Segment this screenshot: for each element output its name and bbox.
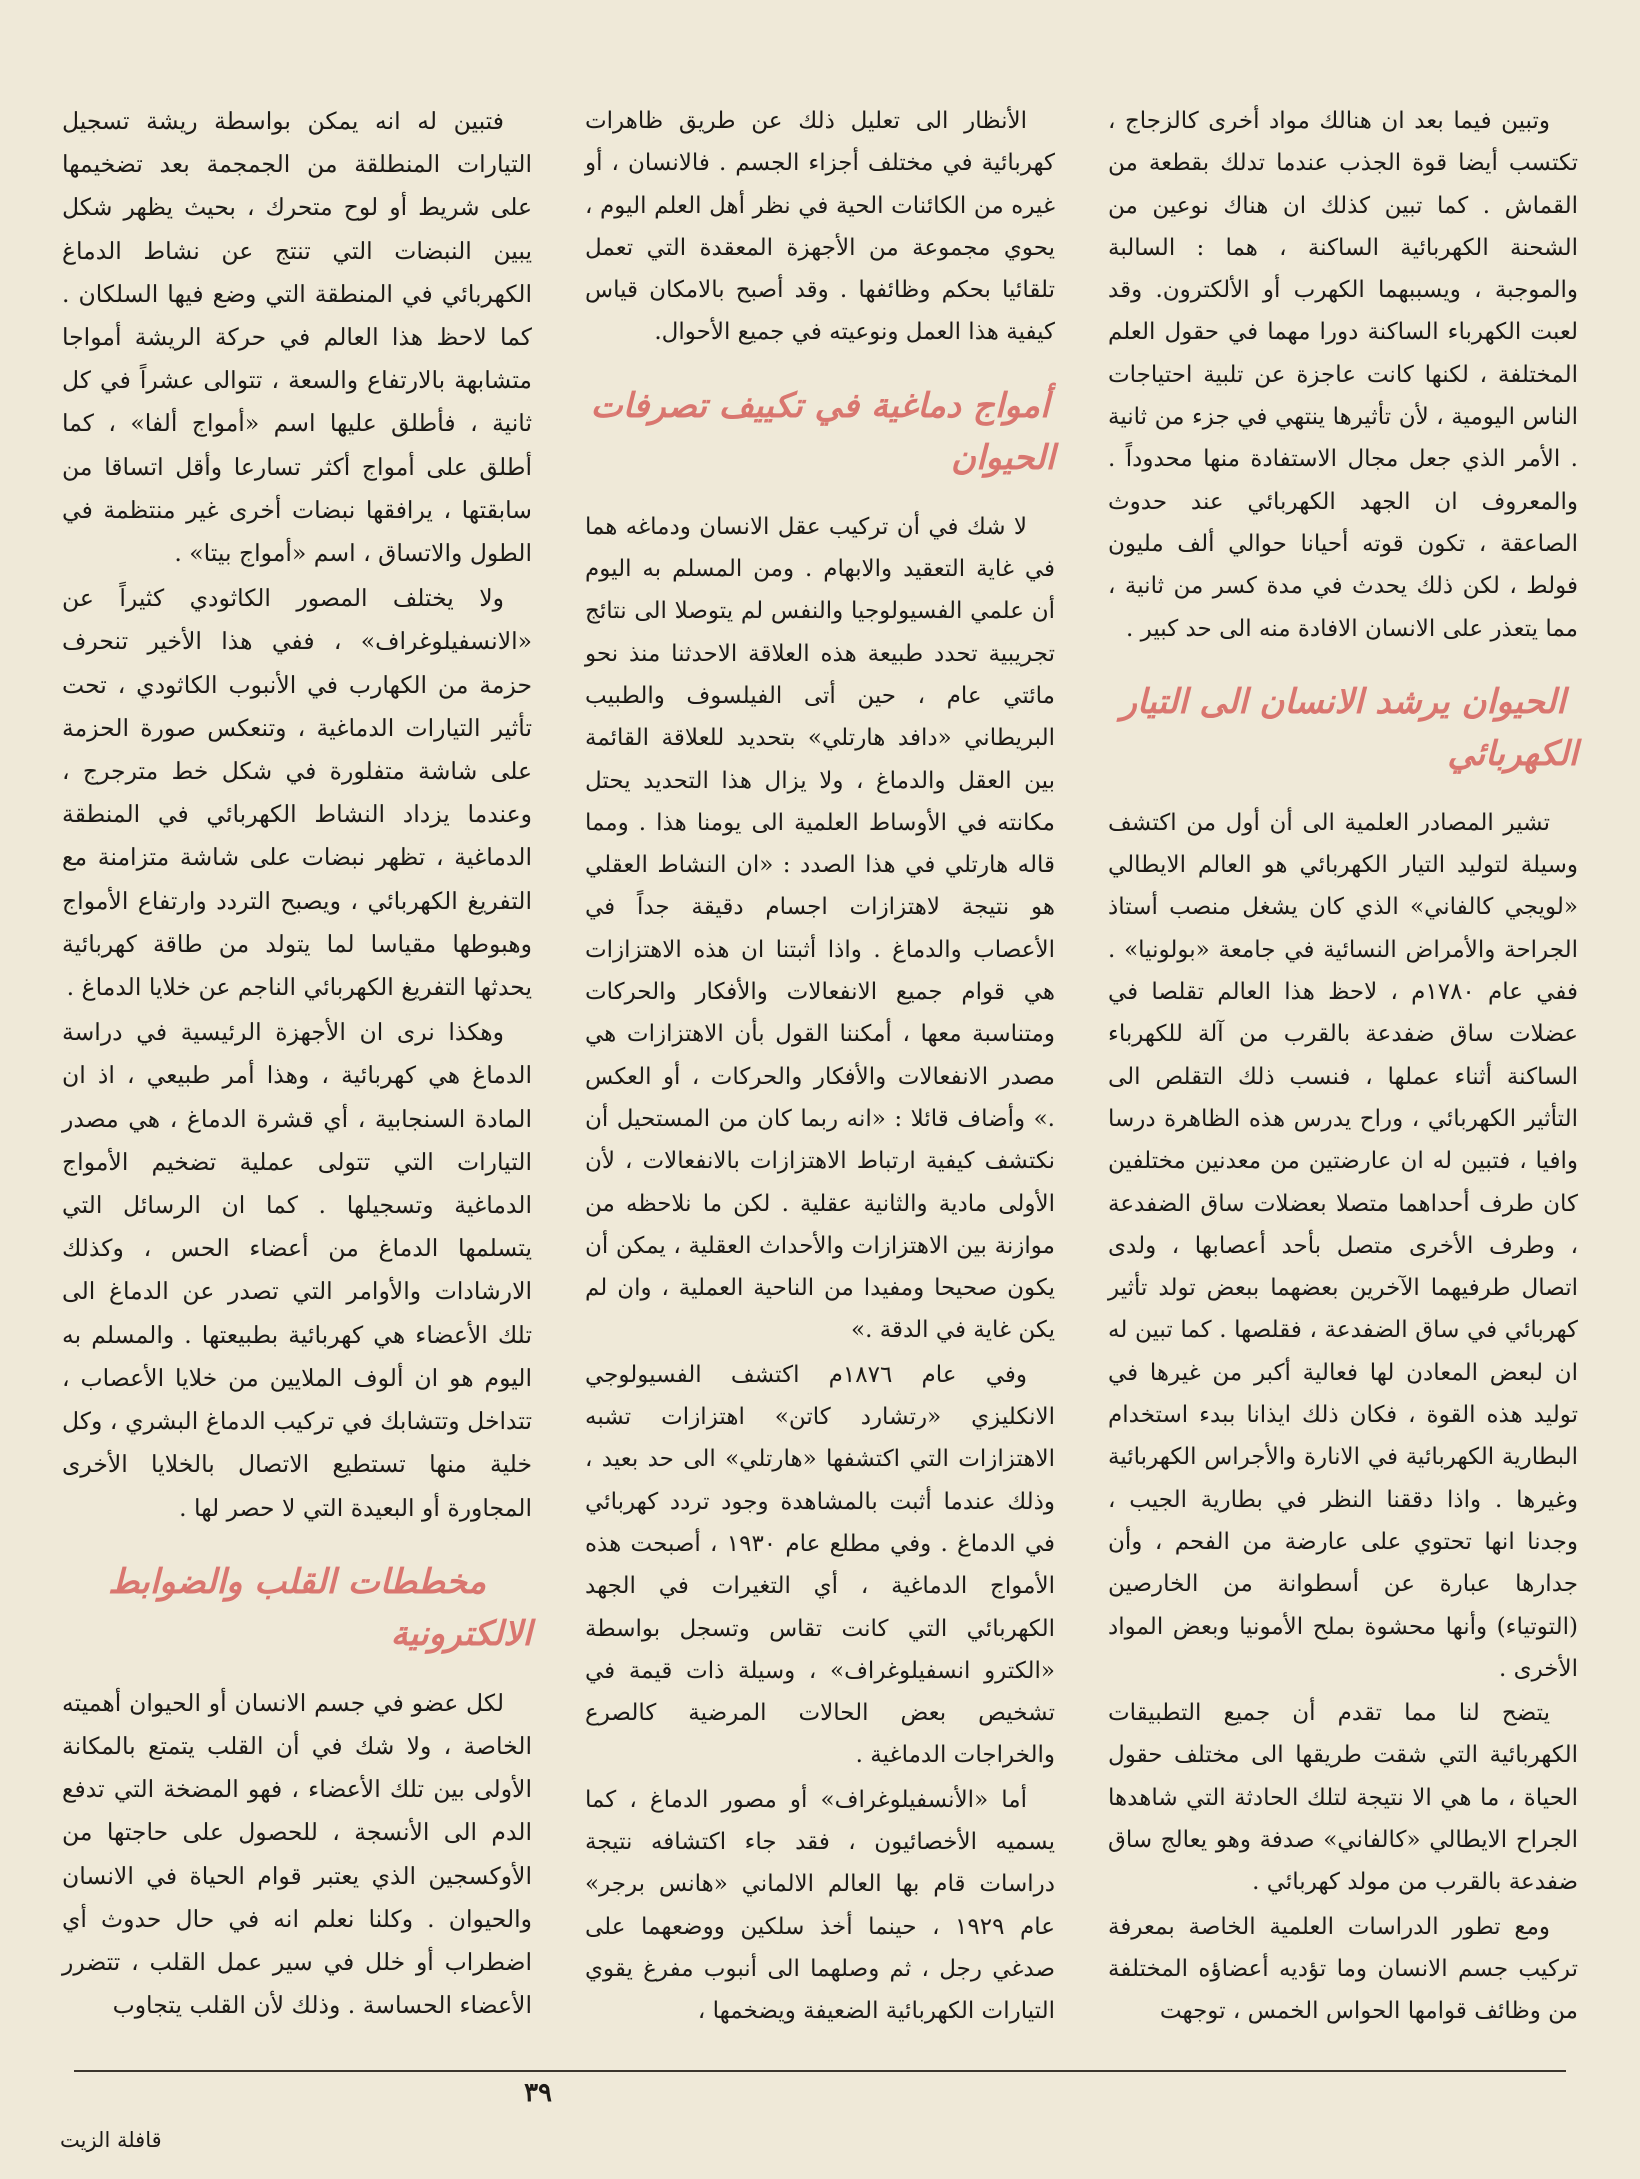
magazine-name: قافلة الزيت [60,2128,162,2152]
paragraph: أما «الأنسفيلوغراف» أو مصور الدماغ ، كما يسميه الأخصائيون ، فقد جاء اكتشافه نتيجة دراسات قام بها العالم الالماني «هانس برجر» عام ١٩٢٩ ، حينما أخذ سلكين ووضعهما على صدغي رجل ، ثم وصلهما الى أنبوب مفرغ يقوي التيارات الكهربائية الضعيفة ويضخمها ، [585,1786,1055,2025]
column-right [1108,100,1578,2032]
section-heading: أمواج دماغية في تكييف تصرفات الحيوان [590,385,1055,478]
section-heading: مخططات القلب والضوابط الالكترونية [107,1561,532,1654]
paragraph: لا شك في أن تركيب عقل الانسان ودماغه هما في غاية التعقيد والابهام . ومن المسلم به اليوم أن علمي الفسيولوجيا والنفس لم يتوصلا الى نتائج تجريبية تحدد طبيعة هذه العلاقة الاحدثنا منذ نحو مائتي عام ، حين أتى الفيلسوف والطبيب البريطاني «دافد هارتلي» بتحديد للعلاقة القائمة بين العقل والدماغ ، ولا يزال هذا التحديد يحتل مكانته في الأوساط العلمية الى يومنا هذا . ومما قاله هارتلي في هذا الصدد : «ان النشاط العقلي هو نتيجة لاهتزازات اجسام دقيقة جداً في الأعصاب والدماغ . واذا أثبتنا ان هذه الاهتزازات هي قوام جميع الانفعالات والأفكار والحركات ومتناسبة معها ، أمكننا القول بأن الاهتزازات هي مصدر الانفعالات والأفكار والحركات ، أو العكس .» وأضاف قائلا : «انه ربما كان من المستحيل أن نكتشف كيفية ارتباط الاهتزازات بالانفعالات ، لأن الأولى مادية والثانية عقلية . لكن ما نلاحظه من موازنة بين الاهتزازات والأحداث العقلية ، يمكن أن يكون صحيحا ومفيدا من الناحية العملية ، وان لم يكن غاية في الدقة .» [585,513,1055,1344]
section-heading: الحيوان يرشد الانسان الى التيار الكهربائي [1120,681,1578,774]
paragraph: الأنظار الى تعليل ذلك عن طريق ظاهرات كهربائية في مختلف أجزاء الجسم . فالانسان ، أو غيره من الكائنات الحية في نظر أهل العلم اليوم ، يحوي مجموعة من الأجهزة المعقدة التي تعمل تلقائيا بحكم وظائفها . وقد أصبح بالامكان قياس كيفية هذا العمل ونوعيته في جميع الأحوال. [585,108,1055,346]
paragraph: ولا يختلف المصور الكاثودي كثيراً عن «الانسفيلوغراف» ، ففي هذا الأخير تنحرف حزمة من الكهارب في الأنبوب الكاثودي ، تحت تأثير التيارات الدماغية ، وتنعكس صورة الحزمة على شاشة متفلورة في شكل خط مترجرج ، وعندما يزداد النشاط الكهربائي في المنطقة الدماغية ، تظهر نبضات على شاشة متزامنة مع التفريغ الكهربائي ، ويصبح التردد وارتفاع الأمواج وهبوطها مقياسا لما يتولد من طاقة كهربائية يحدثها التفريغ الكهربائي الناجم عن خلايا الدماغ . [62,584,532,1002]
paragraph: وفي عام ١٨٧٦م اكتشف الفسيولوجي الانكليزي «رتشارد كاتن» اهتزازات تشبه الاهتزازات التي اكتشفها «هارتلي» الى حد بعيد ، وذلك عندما أثبت بالمشاهدة وجود تردد كهربائي في الدماغ . وفي مطلع عام ١٩٣٠ ، أصبحت هذه الأمواج الدماغية ، أي التغيرات في الجهد الكهربائي التي كانت تقاس وتسجل بواسطة «الكترو انسفيلوغراف» ، وسيلة ذات قيمة في تشخيص بعض الحالات المرضية كالصرع والخراجات الدماغية . [585,1361,1055,1769]
paragraph: تشير المصادر العلمية الى أن أول من اكتشف وسيلة لتوليد التيار الكهربائي هو العالم الايطالي «لويجي كالفاني» الذي كان يشغل منصب أستاذ الجراحة والأمراض النسائية في جامعة «بولونيا» . ففي عام ١٧٨٠م ، لاحظ هذا العالم تقلصا في عضلات ساق ضفدعة بالقرب من آلة للكهرباء الساكنة أثناء عملها ، فنسب ذلك التقلص الى التأثير الكهربائي ، وراح يدرس هذه الظاهرة درسا وافيا ، فتبين له ان عارضتين من معدنين مختلفين كان طرف أحداهما متصلا بعضلات ساق الضفدعة ، وطرف الأخرى متصل بأحد أعصابها ، ولدى اتصال طرفيهما الآخرين بعضهما ببعض تولد تأثير كهربائي في ساق الضفدعة ، فقلصها . كما تبين له ان لبعض المعادن لها فعالية أكبر من غيرها في توليد هذه القوة ، فكان ذلك ايذانا ببدء استخدام البطارية الكهربائية في الانارة والأجراس الكهربائية وغيرها . واذا دققنا النظر في بطارية الجيب ، وجدنا انها تحتوي على عارضة من الفحم ، وأن جدارها عبارة عن أسطوانة من الخارصين (التوتياء) وأنها محشوة بملح الأمونيا وبعض المواد الأخرى . [1108,809,1578,1682]
paragraph: ومع تطور الدراسات العلمية الخاصة بمعرفة تركيب جسم الانسان وما تؤديه أعضاؤه المختلفة من وظائف قوامها الحواس الخمس ، توجهت [1108,1913,1578,2025]
paragraph: فتبين له انه يمكن بواسطة ريشة تسجيل التيارات المنطلقة من الجمجمة بعد تضخيمها على شريط أو لوح متحرك ، بحيث يظهر شكل يبين النبضات التي تنتج عن نشاط الدماغ الكهربائي في المنطقة التي وضع فيها السلكان . كما لاحظ هذا العالم في حركة الريشة أمواجا متشابهة بالارتفاع والسعة ، تتوالى عشراً في كل ثانية ، فأطلق عليها اسم «أمواج ألفا» ، كما أطلق على أمواج أكثر تسارعا وأقل اتساقا من سابقتها ، يرافقها نبضات أخرى غير منتظمة في الطول والاتساق ، اسم «أمواج بيتا» . [62,107,533,568]
paragraph: لكل عضو في جسم الانسان أو الحيوان أهميته الخاصة ، ولا شك في أن القلب يتمتع بالمكانة الأولى بين تلك الأعضاء ، فهو المضخة التي تدفع الدم الى الأنسجة ، للحصول على حاجتها من الأوكسجين الذي يعتبر قوام الحياة في الانسان والحيوان . وكلنا نعلم انه في حال حدوث أي اضطراب أو خلل في سير عمل القلب ، تتضرر الأعضاء الحساسة . وذلك لأن القلب يتجاوب [62,1688,532,2020]
footer-divider [74,2070,1566,2072]
paragraph: وهكذا نرى ان الأجهزة الرئيسية في دراسة الدماغ هي كهربائية ، وهذا أمر طبيعي ، اذ ان المادة السنجابية ، أي قشرة الدماغ ، هي مصدر التيارات التي تتولى عملية تضخيم الأمواج الدماغية وتسجيلها . كما ان الرسائل التي يتسلمها الدماغ من أعضاء الحس ، وكذلك الارشادات والأوامر التي تصدر عن الدماغ الى تلك الأعضاء هي كهربائية بطبيعتها . والمسلم به اليوم هو ان ألوف الملايين من خلايا الأعصاب ، تتداخل وتتشابك في تركيب الدماغ البشري ، وكل خلية منها تستطيع الاتصال بالخلايا الأخرى المجاورة أو البعيدة التي لا حصر لها . [62,1018,532,1522]
page-number: ٣٩ [524,2078,552,2108]
column-left [62,100,532,2027]
paragraph: وتبين فيما بعد ان هنالك مواد أخرى كالزجاج ، تكتسب أيضا قوة الجذب عندما تدلك بقطعة من القماش . كما تبين كذلك ان هناك نوعين من الشحنة الكهربائية الساكنة ، هما : السالبة والموجبة ، ويسببهما الكهرب أو الألكترون. وقد لعبت الكهرباء الساكنة دورا مهما في حقول العلم المختلفة ، لكنها كانت عاجزة عن تلبية احتياجات الناس اليومية ، لأن تأثيرها ينتهي في جزء من ثانية . الأمر الذي جعل مجال الاستفادة منها محدوداً . والمعروف ان الجهد الكهربائي عند حدوث الصاعقة ، تكون قوته أحيانا حوالي ألف مليون فولط ، لكن ذلك يحدث في مدة كسر من ثانية ، مما يتعذر على الانسان الافادة منه الى حد كبير . [1108,108,1578,642]
paragraph: يتضح لنا مما تقدم أن جميع التطبيقات الكهربائية التي شقت طريقها الى مختلف حقول الحياة ، ما هي الا نتيجة لتلك الحادثة التي شاهدها الجراح الايطالي «كالفاني» صدفة وهو يعالج ساق ضفدعة بالقرب من مولد كهربائي . [1108,1700,1578,1896]
column-middle [585,100,1055,2032]
